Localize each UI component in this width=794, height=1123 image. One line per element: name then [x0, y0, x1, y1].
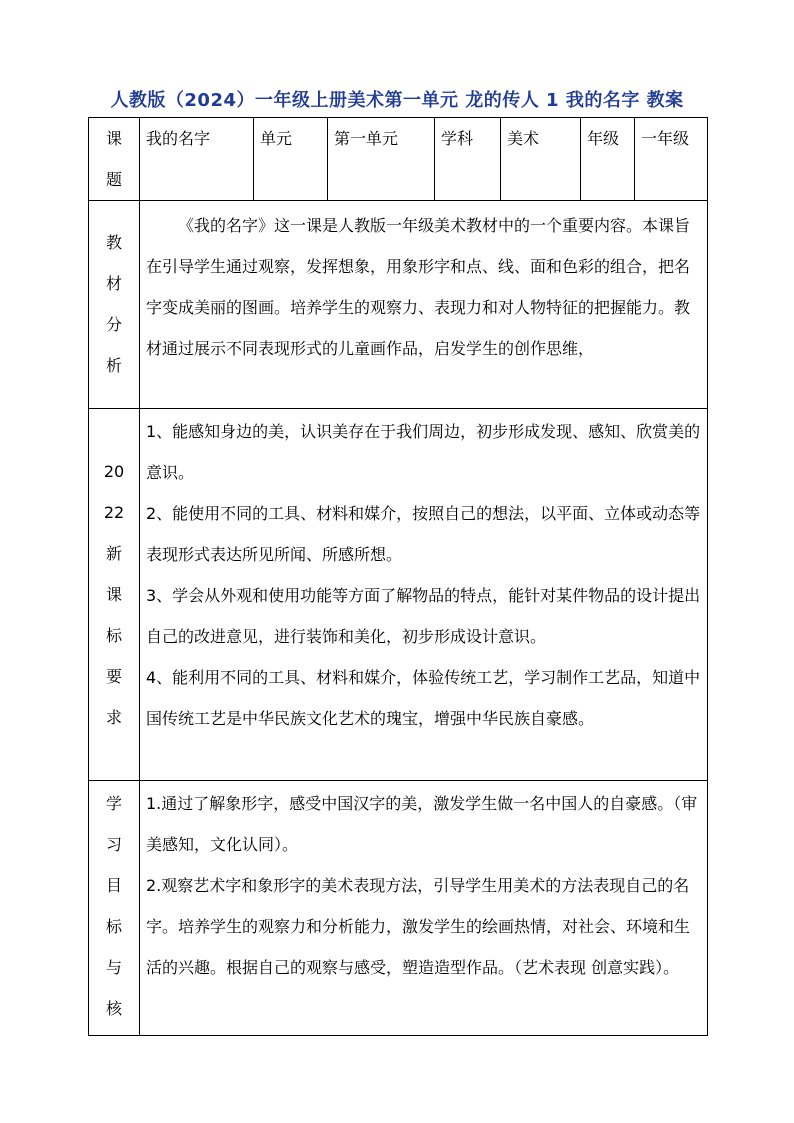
analysis-content — [140, 201, 708, 409]
label-char: 与 — [105, 958, 122, 977]
label-char: 学 — [105, 794, 122, 813]
objective-item: 1.通过了解象形字，感受中国汉字的美，激发学生做一名中国人的自豪感。（审美感知，文化认同）。 — [146, 794, 698, 854]
unit-value: 第一单元 — [328, 118, 435, 201]
objectives-content — [140, 781, 708, 1036]
subject-label: 学科 — [435, 118, 501, 201]
unit-label: 单元 — [254, 118, 328, 201]
label-char: 新 — [105, 544, 122, 563]
label-char: 求 — [105, 708, 122, 727]
label-char: 习 — [105, 835, 122, 854]
label-char: 目 — [105, 876, 122, 895]
label-char: 标 — [105, 917, 122, 936]
grade-value: 一年级 — [635, 118, 708, 201]
standards-label — [89, 409, 140, 781]
standard-item: 4、能利用不同的工具、材料和媒介，体验传统工艺，学习制作工艺品，知道中国传统工艺是中华民族文化艺术的瑰宝，增强中华民族自豪感。 — [146, 668, 701, 728]
label-char: 标 — [105, 626, 122, 645]
standard-item: 2、能使用不同的工具、材料和媒介，按照自己的想法，以平面、立体或动态等表现形式表达所见所闻、所感所想。 — [146, 504, 701, 564]
lesson-title-label — [89, 118, 140, 201]
grade-label: 年级 — [581, 118, 635, 201]
label-char: 材 — [105, 274, 122, 293]
label-char: 教 — [105, 233, 122, 252]
lesson-plan-table — [88, 117, 708, 1036]
label-char: 要 — [105, 667, 122, 686]
header-row — [89, 118, 708, 201]
label-char: 核 — [105, 999, 122, 1018]
objectives-label — [89, 781, 140, 1036]
label-char: 22 — [103, 503, 125, 522]
standard-item: 3、学会从外观和使用功能等方面了解物品的特点，能针对某件物品的设计提出自己的改进意见，进行装饰和美化，初步形成设计意识。 — [146, 586, 701, 646]
label-char: 20 — [103, 462, 125, 481]
label-char: 题 — [105, 170, 122, 189]
subject-value: 美术 — [501, 118, 581, 201]
standards-row — [89, 409, 708, 781]
document-title: 人教版（2024）一年级上册美术第一单元 龙的传人 1 我的名字 教案 — [110, 90, 684, 111]
analysis-paragraph: 《我的名字》这一课是人教版一年级美术教材中的一个重要内容。本课旨在引导学生通过观察，发挥想象，用象形字和点、线、面和色彩的组合，把名字变成美丽的图画。培养学生的观察力、表现力和对人物特征的把握能力。教材通过展示不同表现形式的儿童画作品，启发学生的创作思维， — [146, 216, 691, 358]
objective-item: 2.观察艺术字和象形字的美术表现方法，引导学生用美术的方法表现自己的名字。培养学生的观察力和分析能力，激发学生的绘画热情，对社会、环境和生活的兴趣。根据自己的观察与感受，塑造造型作品。（艺术表现 创意实践）。 — [146, 876, 691, 977]
label-char: 课 — [105, 129, 122, 148]
standard-item: 1、能感知身边的美，认识美存在于我们周边，初步形成发现、感知、欣赏美的意识。 — [146, 422, 701, 482]
standards-content — [140, 409, 708, 781]
analysis-label — [89, 201, 140, 409]
label-char: 分 — [105, 315, 122, 334]
objectives-row — [89, 781, 708, 1036]
label-char: 课 — [105, 585, 122, 604]
label-char: 析 — [105, 356, 122, 375]
analysis-row — [89, 201, 708, 409]
lesson-title-value: 我的名字 — [140, 118, 254, 201]
